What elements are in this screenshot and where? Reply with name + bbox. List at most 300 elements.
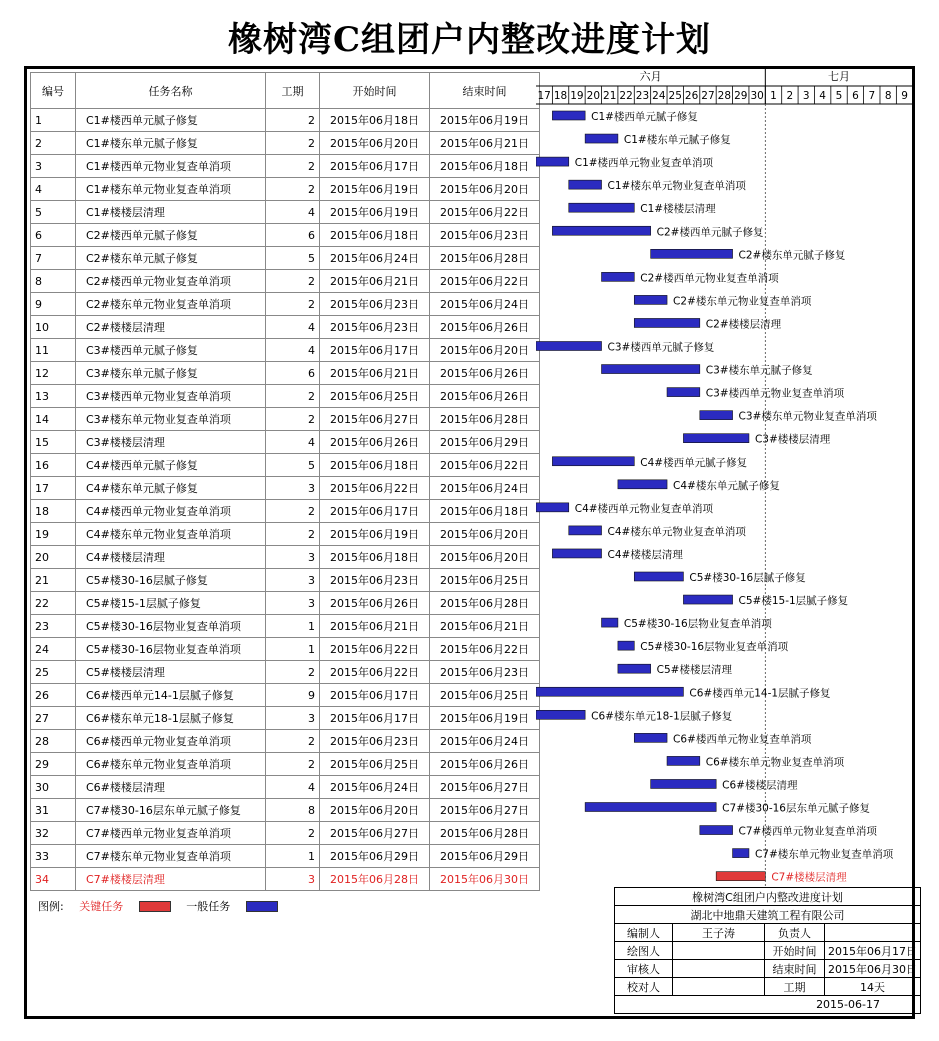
task-id-cell: 20 — [31, 546, 76, 569]
task-duration-cell: 3 — [266, 868, 320, 891]
table-row — [31, 776, 540, 799]
task-id-cell: 10 — [31, 316, 76, 339]
task-bar-label: C6#楼西单元14-1层腻子修复 — [689, 687, 831, 700]
table-row — [31, 638, 540, 661]
task-id-cell: 26 — [31, 684, 76, 707]
task-bar-label: C2#楼西单元腻子修复 — [656, 226, 764, 239]
table-row — [31, 592, 540, 615]
task-bar-label: C4#楼东单元物业复查单消项 — [607, 525, 746, 538]
task-start-cell: 2015年06月27日 — [320, 408, 430, 431]
task-start-cell: 2015年06月23日 — [320, 730, 430, 753]
task-duration-cell: 4 — [266, 201, 320, 224]
task-duration-cell: 4 — [266, 339, 320, 362]
task-duration-cell: 4 — [266, 776, 320, 799]
task-bar-label: C4#楼东单元腻子修复 — [673, 479, 780, 492]
task-bar — [683, 595, 732, 604]
task-bar-label: C2#楼东单元腻子修复 — [738, 249, 846, 262]
task-end-cell: 2015年06月27日 — [430, 799, 540, 822]
task-duration-cell: 5 — [266, 454, 320, 477]
reviewer-value — [673, 960, 765, 978]
task-bar-label: C6#楼楼层清理 — [722, 779, 798, 792]
task-name-cell: C6#楼西单元14-1层腻子修复 — [76, 684, 266, 707]
day-tick-label: 5 — [835, 90, 843, 102]
task-id-cell: 21 — [31, 569, 76, 592]
task-name-cell: C2#楼楼层清理 — [76, 316, 266, 339]
task-end-cell: 2015年06月29日 — [430, 431, 540, 454]
task-bar — [634, 318, 700, 327]
task-duration-cell: 2 — [266, 293, 320, 316]
task-start-cell: 2015年06月29日 — [320, 845, 430, 868]
task-end-cell: 2015年06月21日 — [430, 132, 540, 155]
table-row — [31, 868, 540, 891]
day-tick-label: 18 — [553, 90, 568, 102]
table-row — [31, 730, 540, 753]
task-duration-cell: 2 — [266, 730, 320, 753]
gantt-chart — [536, 66, 914, 886]
task-duration-cell: 2 — [266, 523, 320, 546]
task-name-cell: C4#楼西单元物业复查单消项 — [76, 500, 266, 523]
task-bar-label: C4#楼西单元腻子修复 — [640, 456, 748, 469]
task-end-cell: 2015年06月24日 — [430, 730, 540, 753]
task-bar-label: C3#楼西单元物业复查单消项 — [705, 387, 845, 400]
day-tick-label: 30 — [750, 90, 764, 102]
task-bar — [651, 779, 717, 788]
task-start-cell: 2015年06月17日 — [320, 339, 430, 362]
task-id-cell: 8 — [31, 270, 76, 293]
task-bar-label: C3#楼西单元腻子修复 — [607, 341, 715, 354]
task-end-cell: 2015年06月28日 — [430, 592, 540, 615]
task-bar-label: C3#楼楼层清理 — [754, 433, 831, 446]
task-end-cell: 2015年06月19日 — [430, 109, 540, 132]
task-duration-cell: 2 — [266, 270, 320, 293]
task-name-cell: C1#楼楼层清理 — [76, 201, 266, 224]
task-start-cell: 2015年06月17日 — [320, 707, 430, 730]
legend-normal-swatch — [246, 901, 278, 912]
task-id-cell: 4 — [31, 178, 76, 201]
task-start-cell: 2015年06月24日 — [320, 247, 430, 270]
task-id-cell: 29 — [31, 753, 76, 776]
duration-label: 工期 — [765, 978, 825, 996]
table-row — [31, 799, 540, 822]
task-bar — [618, 480, 667, 489]
task-start-cell: 2015年06月19日 — [320, 178, 430, 201]
task-bar — [634, 733, 667, 742]
task-duration-cell: 2 — [266, 155, 320, 178]
task-start-cell: 2015年06月22日 — [320, 661, 430, 684]
task-duration-cell: 3 — [266, 592, 320, 615]
task-duration-cell: 1 — [266, 638, 320, 661]
task-start-cell: 2015年06月19日 — [320, 201, 430, 224]
task-duration-cell: 2 — [266, 500, 320, 523]
task-duration-cell: 3 — [266, 546, 320, 569]
task-duration-cell: 8 — [266, 799, 320, 822]
table-row — [31, 500, 540, 523]
info-title: 橡树湾C组团户内整改进度计划 — [615, 888, 921, 906]
task-bar-label: C1#楼东单元物业复查单消项 — [607, 180, 746, 193]
day-tick-label: 21 — [603, 90, 617, 102]
task-end-cell: 2015年06月22日 — [430, 270, 540, 293]
task-end-cell: 2015年06月29日 — [430, 845, 540, 868]
task-bar-label: C4#楼西单元物业复查单消项 — [574, 502, 714, 515]
task-start-cell: 2015年06月20日 — [320, 132, 430, 155]
table-row — [31, 707, 540, 730]
task-bar-label: C6#楼东单元18-1层腻子修复 — [591, 710, 733, 723]
task-id-cell: 19 — [31, 523, 76, 546]
task-duration-cell: 4 — [266, 431, 320, 454]
task-bar — [552, 111, 585, 120]
table-row — [31, 362, 540, 385]
task-bar-label: C2#楼东单元物业复查单消项 — [673, 295, 812, 308]
table-row — [31, 684, 540, 707]
reviewer-label: 审核人 — [615, 960, 673, 978]
task-end-cell: 2015年06月23日 — [430, 224, 540, 247]
task-id-cell: 16 — [31, 454, 76, 477]
owner-value — [825, 924, 921, 942]
owner-label: 负责人 — [765, 924, 825, 942]
compiler-label: 编制人 — [615, 924, 673, 942]
task-duration-cell: 6 — [266, 224, 320, 247]
end-value: 2015年06月30日 — [825, 960, 921, 978]
info-date: 2015-06-17 — [615, 996, 921, 1014]
table-row — [31, 155, 540, 178]
task-bar — [683, 434, 749, 443]
task-name-cell: C3#楼西单元腻子修复 — [76, 339, 266, 362]
task-bar-label: C4#楼楼层清理 — [607, 548, 683, 561]
table-row — [31, 431, 540, 454]
task-bar — [569, 180, 602, 189]
task-name-cell: C7#楼西单元物业复查单消项 — [76, 822, 266, 845]
legend-label: 图例: — [38, 900, 64, 913]
task-name-cell: C3#楼东单元腻子修复 — [76, 362, 266, 385]
task-name-cell: C3#楼东单元物业复查单消项 — [76, 408, 266, 431]
task-start-cell: 2015年06月20日 — [320, 799, 430, 822]
task-name-cell: C1#楼东单元腻子修复 — [76, 132, 266, 155]
task-duration-cell: 3 — [266, 707, 320, 730]
task-id-cell: 13 — [31, 385, 76, 408]
task-name-cell: C1#楼东单元物业复查单消项 — [76, 178, 266, 201]
task-bar — [536, 342, 602, 351]
task-start-cell: 2015年06月27日 — [320, 822, 430, 845]
table-row — [31, 454, 540, 477]
task-duration-cell: 3 — [266, 477, 320, 500]
day-tick-label: 27 — [701, 90, 715, 102]
task-id-cell: 1 — [31, 109, 76, 132]
task-id-cell: 9 — [31, 293, 76, 316]
task-bar-label: C5#楼30-16层物业复查单消项 — [640, 641, 789, 654]
day-tick-label: 24 — [652, 90, 666, 102]
task-name-cell: C5#楼30-16层物业复查单消项 — [76, 615, 266, 638]
task-bar-label: C5#楼30-16层物业复查单消项 — [623, 618, 772, 631]
task-id-cell: 34 — [31, 868, 76, 891]
col-header-name: 任务名称 — [76, 73, 266, 109]
task-id-cell: 22 — [31, 592, 76, 615]
day-tick-label: 22 — [619, 90, 633, 102]
task-duration-cell: 1 — [266, 845, 320, 868]
task-end-cell: 2015年06月23日 — [430, 661, 540, 684]
task-bar-label: C6#楼东单元物业复查单消项 — [705, 756, 845, 769]
task-id-cell: 18 — [31, 500, 76, 523]
task-bar-label: C2#楼西单元物业复查单消项 — [640, 272, 779, 285]
day-tick-label: 1 — [770, 90, 777, 102]
task-duration-cell: 2 — [266, 753, 320, 776]
task-duration-cell: 2 — [266, 109, 320, 132]
task-bar-label: C7#楼30-16层东单元腻子修复 — [722, 802, 871, 815]
task-name-cell: C6#楼东单元18-1层腻子修复 — [76, 707, 266, 730]
task-bar — [700, 826, 733, 835]
task-name-cell: C5#楼楼层清理 — [76, 661, 266, 684]
day-tick-label: 6 — [852, 90, 859, 102]
task-end-cell: 2015年06月20日 — [430, 178, 540, 201]
day-tick-label: 7 — [868, 90, 876, 102]
task-id-cell: 32 — [31, 822, 76, 845]
task-name-cell: C7#楼楼层清理 — [76, 868, 266, 891]
day-tick-label: 29 — [734, 90, 748, 102]
page-title: 橡树湾C组团户内整改进度计划 — [227, 20, 712, 60]
task-id-cell: 23 — [31, 615, 76, 638]
task-bar — [552, 226, 650, 235]
checker-label: 校对人 — [615, 978, 673, 996]
task-start-cell: 2015年06月21日 — [320, 270, 430, 293]
task-name-cell: C4#楼东单元腻子修复 — [76, 477, 266, 500]
task-bar — [585, 134, 618, 143]
task-end-cell: 2015年06月26日 — [430, 385, 540, 408]
start-label: 开始时间 — [765, 942, 825, 960]
task-end-cell: 2015年06月26日 — [430, 362, 540, 385]
legend-critical-swatch — [139, 901, 171, 912]
task-bar — [667, 756, 700, 765]
table-row — [31, 224, 540, 247]
task-name-cell: C2#楼西单元腻子修复 — [76, 224, 266, 247]
task-end-cell: 2015年06月24日 — [430, 293, 540, 316]
task-start-cell: 2015年06月17日 — [320, 155, 430, 178]
task-bar — [536, 503, 569, 512]
task-name-cell: C2#楼西单元物业复查单消项 — [76, 270, 266, 293]
task-bar-label: C5#楼楼层清理 — [656, 664, 732, 677]
task-start-cell: 2015年06月18日 — [320, 109, 430, 132]
task-id-cell: 7 — [31, 247, 76, 270]
task-bar — [536, 157, 569, 166]
task-start-cell: 2015年06月21日 — [320, 615, 430, 638]
task-end-cell: 2015年06月21日 — [430, 615, 540, 638]
task-bar — [618, 664, 651, 673]
table-header-row — [31, 73, 540, 109]
task-name-cell: C5#楼30-16层物业复查单消项 — [76, 638, 266, 661]
task-name-cell: C6#楼楼层清理 — [76, 776, 266, 799]
table-row — [31, 523, 540, 546]
task-bar-label: C2#楼楼层清理 — [705, 318, 782, 331]
task-start-cell: 2015年06月21日 — [320, 362, 430, 385]
day-tick-label: 17 — [537, 90, 551, 102]
task-duration-cell: 2 — [266, 822, 320, 845]
task-name-cell: C1#楼西单元物业复查单消项 — [76, 155, 266, 178]
task-start-cell: 2015年06月18日 — [320, 454, 430, 477]
task-start-cell: 2015年06月25日 — [320, 753, 430, 776]
task-duration-cell: 2 — [266, 132, 320, 155]
task-bar — [569, 203, 635, 212]
task-bar — [733, 849, 749, 858]
col-header-id: 编号 — [31, 73, 76, 109]
task-name-cell: C4#楼楼层清理 — [76, 546, 266, 569]
task-id-cell: 14 — [31, 408, 76, 431]
task-start-cell: 2015年06月18日 — [320, 546, 430, 569]
task-id-cell: 12 — [31, 362, 76, 385]
legend-normal-label: 一般任务 — [186, 900, 231, 913]
task-name-cell: C5#楼15-1层腻子修复 — [76, 592, 266, 615]
task-bar — [667, 388, 700, 397]
task-id-cell: 11 — [31, 339, 76, 362]
start-value: 2015年06月17日 — [825, 942, 921, 960]
task-id-cell: 28 — [31, 730, 76, 753]
task-start-cell: 2015年06月23日 — [320, 316, 430, 339]
critical-task-bar — [716, 872, 765, 881]
task-start-cell: 2015年06月22日 — [320, 477, 430, 500]
table-row — [31, 247, 540, 270]
day-tick-label: 23 — [635, 90, 650, 102]
task-end-cell: 2015年06月27日 — [430, 776, 540, 799]
table-row — [31, 270, 540, 293]
task-name-cell: C2#楼东单元腻子修复 — [76, 247, 266, 270]
task-id-cell: 30 — [31, 776, 76, 799]
end-label: 结束时间 — [765, 960, 825, 978]
task-bar — [700, 411, 733, 420]
col-header-duration: 工期 — [266, 73, 320, 109]
task-end-cell: 2015年06月20日 — [430, 523, 540, 546]
task-duration-cell: 2 — [266, 178, 320, 201]
table-row — [31, 615, 540, 638]
task-start-cell: 2015年06月18日 — [320, 224, 430, 247]
day-tick-label: 19 — [570, 90, 584, 102]
task-duration-cell: 4 — [266, 316, 320, 339]
task-duration-cell: 2 — [266, 385, 320, 408]
day-tick-label: 2 — [786, 90, 794, 102]
task-name-cell: C6#楼东单元物业复查单消项 — [76, 753, 266, 776]
task-name-cell: C2#楼东单元物业复查单消项 — [76, 293, 266, 316]
task-end-cell: 2015年06月28日 — [430, 408, 540, 431]
table-row — [31, 822, 540, 845]
task-bar-label: C5#楼15-1层腻子修复 — [738, 595, 849, 608]
day-tick-label: 4 — [819, 90, 826, 102]
day-tick-label: 26 — [684, 90, 699, 102]
task-end-cell: 2015年06月30日 — [430, 868, 540, 891]
task-bar — [552, 457, 634, 466]
task-bar-label: C3#楼东单元腻子修复 — [705, 364, 813, 377]
task-start-cell: 2015年06月22日 — [320, 638, 430, 661]
task-end-cell: 2015年06月26日 — [430, 753, 540, 776]
task-bar — [585, 803, 716, 812]
task-bar-label: C3#楼东单元物业复查单消项 — [738, 410, 877, 423]
task-end-cell: 2015年06月26日 — [430, 316, 540, 339]
task-name-cell: C4#楼东单元物业复查单消项 — [76, 523, 266, 546]
task-start-cell: 2015年06月24日 — [320, 776, 430, 799]
task-bar — [569, 526, 602, 535]
task-name-cell: C3#楼楼层清理 — [76, 431, 266, 454]
day-tick-label: 20 — [586, 90, 601, 102]
task-name-cell: C7#楼东单元物业复查单消项 — [76, 845, 266, 868]
task-id-cell: 15 — [31, 431, 76, 454]
task-duration-cell: 1 — [266, 615, 320, 638]
table-row — [31, 753, 540, 776]
task-start-cell: 2015年06月26日 — [320, 592, 430, 615]
col-header-end: 结束时间 — [430, 73, 540, 109]
task-start-cell: 2015年06月23日 — [320, 569, 430, 592]
table-row — [31, 661, 540, 684]
task-id-cell: 27 — [31, 707, 76, 730]
task-start-cell: 2015年06月19日 — [320, 523, 430, 546]
table-row — [31, 201, 540, 224]
task-end-cell: 2015年06月20日 — [430, 339, 540, 362]
col-header-start: 开始时间 — [320, 73, 430, 109]
info-company: 湖北中地鼎天建筑工程有限公司 — [615, 906, 921, 924]
task-id-cell: 17 — [31, 477, 76, 500]
task-bar-label: C7#楼西单元物业复查单消项 — [738, 825, 877, 838]
duration-value: 14天 — [825, 978, 921, 996]
task-duration-cell: 3 — [266, 569, 320, 592]
table-row — [31, 178, 540, 201]
day-tick-label: 28 — [717, 90, 732, 102]
task-end-cell: 2015年06月22日 — [430, 201, 540, 224]
task-bar — [651, 249, 733, 258]
task-id-cell: 3 — [31, 155, 76, 178]
task-start-cell: 2015年06月17日 — [320, 684, 430, 707]
task-bar — [602, 365, 700, 374]
task-duration-cell: 9 — [266, 684, 320, 707]
task-end-cell: 2015年06月22日 — [430, 454, 540, 477]
table-row — [31, 339, 540, 362]
task-start-cell: 2015年06月25日 — [320, 385, 430, 408]
task-start-cell: 2015年06月26日 — [320, 431, 430, 454]
task-bar — [602, 272, 635, 281]
task-bar-label: C6#楼西单元物业复查单消项 — [673, 733, 812, 746]
table-row — [31, 316, 540, 339]
task-id-cell: 25 — [31, 661, 76, 684]
task-bar — [602, 618, 618, 627]
table-row — [31, 569, 540, 592]
task-id-cell: 33 — [31, 845, 76, 868]
task-table — [30, 72, 540, 891]
task-bar — [634, 295, 667, 304]
checker-value — [673, 978, 765, 996]
task-bar-label: C1#楼东单元腻子修复 — [623, 134, 731, 147]
task-end-cell: 2015年06月28日 — [430, 247, 540, 270]
task-name-cell: C4#楼西单元腻子修复 — [76, 454, 266, 477]
drawer-label: 绘图人 — [615, 942, 673, 960]
task-bar — [634, 572, 683, 581]
task-name-cell: C1#楼西单元腻子修复 — [76, 109, 266, 132]
task-bar — [536, 687, 683, 696]
task-end-cell: 2015年06月20日 — [430, 546, 540, 569]
task-duration-cell: 5 — [266, 247, 320, 270]
day-tick-label: 3 — [802, 90, 810, 102]
day-tick-label: 9 — [901, 90, 908, 102]
task-bar-label: C1#楼楼层清理 — [640, 203, 716, 216]
table-row — [31, 546, 540, 569]
table-row — [31, 293, 540, 316]
task-bar — [536, 710, 585, 719]
task-id-cell: 5 — [31, 201, 76, 224]
month-label: 六月 — [639, 70, 662, 83]
task-end-cell: 2015年06月25日 — [430, 684, 540, 707]
table-row — [31, 845, 540, 868]
task-id-cell: 2 — [31, 132, 76, 155]
task-name-cell: C7#楼30-16层东单元腻子修复 — [76, 799, 266, 822]
table-row — [31, 477, 540, 500]
task-bar — [552, 549, 601, 558]
task-bar-label: C7#楼楼层清理 — [771, 871, 847, 884]
info-block — [614, 887, 921, 1014]
compiler-value: 王子涛 — [673, 924, 765, 942]
task-start-cell: 2015年06月17日 — [320, 500, 430, 523]
task-end-cell: 2015年06月28日 — [430, 822, 540, 845]
